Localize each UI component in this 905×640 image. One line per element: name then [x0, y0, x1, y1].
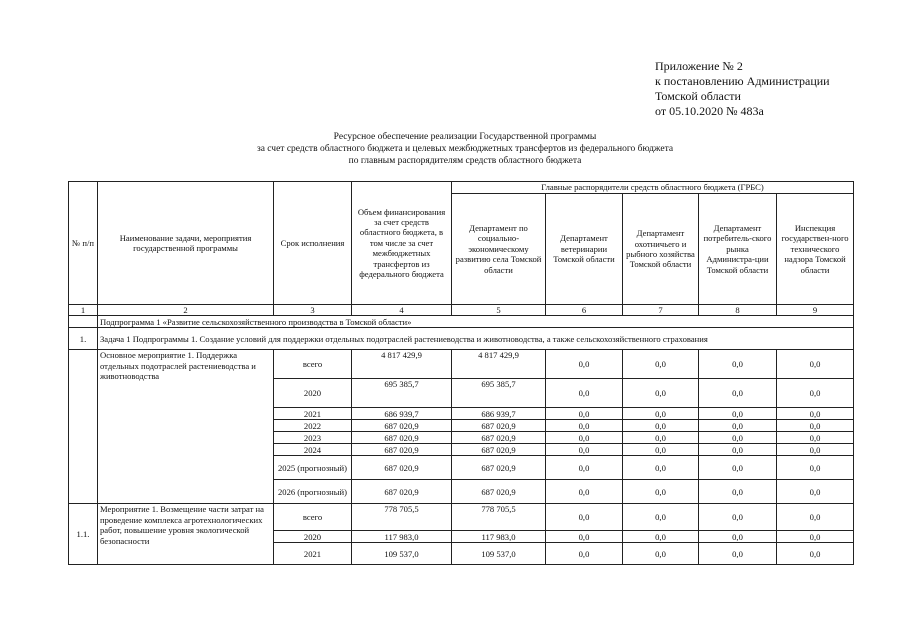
volume-cell: 109 537,0 — [352, 543, 452, 565]
volume-cell: 686 939,7 — [352, 408, 452, 420]
subprogram-row — [69, 316, 854, 328]
dep4-cell: 0,0 — [699, 480, 777, 504]
appendix-line-3: Томской области — [655, 89, 741, 103]
dep4-cell: 0,0 — [699, 543, 777, 565]
dep2-cell: 0,0 — [546, 432, 623, 444]
term-cell: 2026 (прогнозный) — [274, 480, 352, 504]
subprogram-title: Подпрограмма 1 «Развитие сельскохозяйственного производства в Томской области» — [98, 316, 854, 328]
header-term: Срок исполнения — [274, 182, 352, 305]
dep5-cell: 0,0 — [777, 444, 854, 456]
header-dep-1: Департамент по социально-экономическому развитию села Томской области — [452, 194, 546, 305]
header-name: Наименование задачи, мероприятия государственной программы — [98, 182, 274, 305]
header-volume: Объем финансирования за счет средств областного бюджета, в том числе за счет межбюджетных трансфертов из федерального бюджета — [352, 182, 452, 305]
dep1-cell: 687 020,9 — [452, 420, 546, 432]
title-line-2: за счет средств областного бюджета и целевых межбюджетных трансфертов из федерального бюджета — [256, 144, 674, 154]
dep5-cell: 0,0 — [777, 480, 854, 504]
dep1-cell: 695 385,7 — [452, 379, 546, 408]
dep1-cell: 687 020,9 — [452, 444, 546, 456]
appendix-line-1: Приложение № 2 — [655, 59, 743, 73]
task-row — [69, 328, 854, 350]
dep5-cell: 0,0 — [777, 543, 854, 565]
table-row — [69, 504, 854, 531]
dep5-cell: 0,0 — [777, 504, 854, 531]
col-number: 6 — [546, 305, 623, 316]
term-cell: всего — [274, 350, 352, 379]
dep1-cell: 687 020,9 — [452, 456, 546, 480]
dep3-cell: 0,0 — [623, 420, 699, 432]
header-dep-4: Департамент потребитель-ского рынка Администра-ции Томской области — [699, 194, 777, 305]
header-dep-2: Департамент ветеринарии Томской области — [546, 194, 623, 305]
title-line-3: по главным распорядителям средств областного бюджета — [348, 156, 582, 166]
dep4-cell: 0,0 — [699, 350, 777, 379]
column-numbers-row — [69, 305, 854, 316]
table-row — [69, 350, 854, 379]
dep1-cell: 778 705,5 — [452, 504, 546, 531]
main-event-num — [69, 350, 98, 504]
col-number: 4 — [352, 305, 452, 316]
task-num: 1. — [69, 328, 98, 350]
col-number: 1 — [69, 305, 98, 316]
volume-cell: 687 020,9 — [352, 444, 452, 456]
dep3-cell: 0,0 — [623, 379, 699, 408]
dep4-cell: 0,0 — [699, 444, 777, 456]
dep3-cell: 0,0 — [623, 456, 699, 480]
dep3-cell: 0,0 — [623, 480, 699, 504]
dep1-cell: 117 983,0 — [452, 531, 546, 543]
col-number: 5 — [452, 305, 546, 316]
dep1-cell: 4 817 429,9 — [452, 350, 546, 379]
header-dep-5: Инспекция государствен-ного технического надзора Томской области — [777, 194, 854, 305]
dep3-cell: 0,0 — [623, 531, 699, 543]
dep5-cell: 0,0 — [777, 420, 854, 432]
volume-cell: 687 020,9 — [352, 456, 452, 480]
term-cell: 2020 — [274, 531, 352, 543]
dep2-cell: 0,0 — [546, 444, 623, 456]
dep5-cell: 0,0 — [777, 379, 854, 408]
dep5-cell: 0,0 — [777, 456, 854, 480]
title-line-1: Ресурсное обеспечение реализации Государственной программы — [333, 132, 597, 142]
col-number: 3 — [274, 305, 352, 316]
dep2-cell: 0,0 — [546, 543, 623, 565]
dep2-cell: 0,0 — [546, 456, 623, 480]
col-number: 8 — [699, 305, 777, 316]
volume-cell: 687 020,9 — [352, 432, 452, 444]
dep2-cell: 0,0 — [546, 379, 623, 408]
dep2-cell: 0,0 — [546, 420, 623, 432]
term-cell: 2020 — [274, 379, 352, 408]
subprogram-num — [69, 316, 98, 328]
event-1-1-num: 1.1. — [69, 504, 98, 565]
dep4-cell: 0,0 — [699, 420, 777, 432]
dep5-cell: 0,0 — [777, 408, 854, 420]
volume-cell: 117 983,0 — [352, 531, 452, 543]
dep3-cell: 0,0 — [623, 504, 699, 531]
dep2-cell: 0,0 — [546, 350, 623, 379]
col-number: 7 — [623, 305, 699, 316]
dep4-cell: 0,0 — [699, 432, 777, 444]
term-cell: 2021 — [274, 543, 352, 565]
volume-cell: 778 705,5 — [352, 504, 452, 531]
dep1-cell: 109 537,0 — [452, 543, 546, 565]
col-number: 2 — [98, 305, 274, 316]
header-grbs: Главные распорядители средств областного бюджета (ГРБС) — [452, 182, 854, 194]
header-num: № п/п — [69, 182, 98, 305]
dep2-cell: 0,0 — [546, 531, 623, 543]
dep5-cell: 0,0 — [777, 531, 854, 543]
dep4-cell: 0,0 — [699, 408, 777, 420]
header-dep-3: Департамент охотничьего и рыбного хозяйства Томской области — [623, 194, 699, 305]
dep3-cell: 0,0 — [623, 350, 699, 379]
dep1-cell: 686 939,7 — [452, 408, 546, 420]
term-cell: 2024 — [274, 444, 352, 456]
appendix-block — [655, 59, 830, 119]
volume-cell: 687 020,9 — [352, 480, 452, 504]
task-text: Задача 1 Подпрограммы 1. Создание условий для поддержки отдельных подотраслей растениеводства и животноводства, а также сельскохозяйственного страхования — [98, 328, 854, 350]
resource-table — [68, 181, 854, 565]
term-cell: 2021 — [274, 408, 352, 420]
dep1-cell: 687 020,9 — [452, 480, 546, 504]
dep3-cell: 0,0 — [623, 444, 699, 456]
volume-cell: 695 385,7 — [352, 379, 452, 408]
volume-cell: 4 817 429,9 — [352, 350, 452, 379]
dep2-cell: 0,0 — [546, 408, 623, 420]
term-cell: 2025 (прогнозный) — [274, 456, 352, 480]
term-cell: всего — [274, 504, 352, 531]
header-row-1 — [69, 182, 854, 194]
main-event-name: Основное мероприятие 1. Поддержка отдельных подотраслей растениеводства и животноводства — [98, 350, 274, 504]
dep4-cell: 0,0 — [699, 379, 777, 408]
dep1-cell: 687 020,9 — [452, 432, 546, 444]
dep5-cell: 0,0 — [777, 350, 854, 379]
appendix-line-4: от 05.10.2020 № 483а — [655, 104, 764, 118]
dep3-cell: 0,0 — [623, 408, 699, 420]
dep4-cell: 0,0 — [699, 456, 777, 480]
document-title — [200, 131, 730, 167]
dep4-cell: 0,0 — [699, 531, 777, 543]
term-cell: 2023 — [274, 432, 352, 444]
dep2-cell: 0,0 — [546, 480, 623, 504]
term-cell: 2022 — [274, 420, 352, 432]
dep3-cell: 0,0 — [623, 543, 699, 565]
col-number: 9 — [777, 305, 854, 316]
dep5-cell: 0,0 — [777, 432, 854, 444]
appendix-line-2: к постановлению Администрации — [655, 74, 830, 88]
dep2-cell: 0,0 — [546, 504, 623, 531]
volume-cell: 687 020,9 — [352, 420, 452, 432]
dep3-cell: 0,0 — [623, 432, 699, 444]
dep4-cell: 0,0 — [699, 504, 777, 531]
event-1-1-name: Мероприятие 1. Возмещение части затрат на проведение комплекса агротехнологических работ, повышение уровня экологической безопасности — [98, 504, 274, 565]
